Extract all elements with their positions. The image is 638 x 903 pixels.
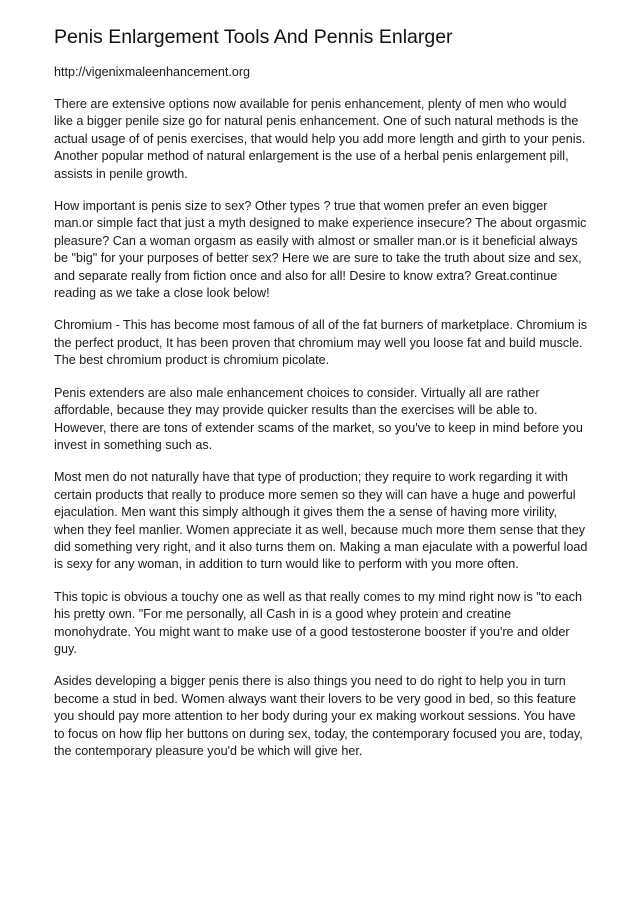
document-title: Penis Enlargement Tools And Pennis Enlarger <box>54 26 453 48</box>
paragraph-4: Penis extenders are also male enhancement choices to consider. Virtually all are rather affordable, because they may provide quicker results than the exercises will be able to. However, there are tons of extender scams of the market, so you've to keep in mind before you invest in something such as. <box>54 385 583 452</box>
paragraph-5: Most men do not naturally have that type of production; they require to work regarding it with certain products that really to produce more semen so they will can have a huge and powerful ejaculation. Men want this simply although it gives them the a sense of having more virility, when they feel manlier. Women appreciate it as well, because much more them sense that they did something very right, and it also turns them on. Making a man ejaculate with a powerful load is sexy for any woman, in addition to turn would like to perform with you more often. <box>54 470 588 572</box>
paragraph-3: Chromium - This has become most famous of all of the fat burners of marketplace. Chromium is the perfect product, It has been proven that chromium may well you loose fat and build muscle. The best chromium product is chromium picolate. <box>54 318 588 368</box>
document-body <box>54 24 588 775</box>
source-url: http://vigenixmaleenhancement.org <box>54 65 251 79</box>
paragraph-2: How important is penis size to sex? Other types ? true that women prefer an even bigger man.or simple fact that just a myth designed to make experience insecure? The about orgasmic pleasure? Can a woman orgasm as easily with almost or smaller man.or is it beneficial always be "big" for your purposes of better sex? Here we are sure to take the truth about size and sex, and separate really from fiction once and also for all! Desire to know extra? Great.continue reading as we take a close look below! <box>54 199 587 301</box>
paragraph-1: There are extensive options now available for penis enhancement, plenty of men who would like a bigger penile size go for natural penis enhancement. One of such natural methods is the actual usage of of penis exercises, that would help you add more length and girth to your penis. Another popular method of natural enlargement is the use of a herbal penis enlargement pill, assists in penile growth. <box>54 97 586 181</box>
paragraph-6: This topic is obvious a touchy one as well as that really comes to my mind right now is "to each his pretty own. "For me personally, all Cash in is a good whey protein and creatine monohydrate. You might want to make use of a good testosterone booster if you're and older guy. <box>54 589 583 656</box>
paragraph-7: Asides developing a bigger penis there is also things you need to do right to help you in turn become a stud in bed. Women always want their lovers to be very good in bed, so this feature you should pay more attention to her body during your ex making workout sessions. You have to focus on how flip her buttons on during sex, today, the contemporary focused you are, today, the contemporary pleasure you'd be which will give her. <box>54 674 583 758</box>
